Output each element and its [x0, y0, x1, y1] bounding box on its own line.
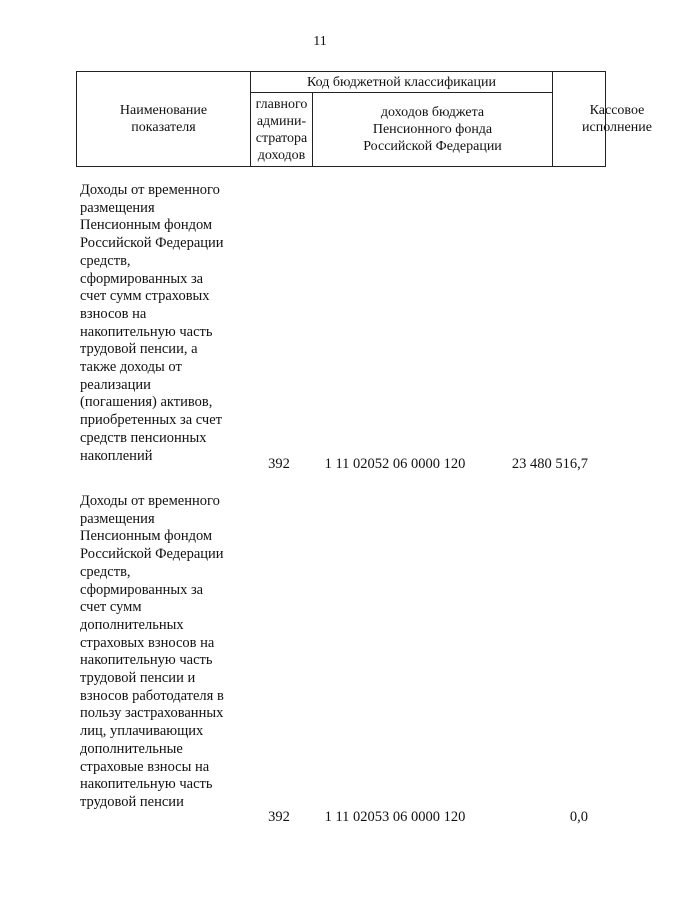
column-header-cash-label: Кассовое исполнение: [582, 103, 652, 135]
column-header-admin-label: главного админи-стратора доходов: [255, 96, 308, 163]
column-header-admin: [251, 93, 313, 166]
table-header: [76, 71, 652, 167]
column-header-name: [77, 72, 251, 166]
page-number: 11: [313, 34, 327, 49]
row-2-income-code: 1 11 02053 06 0000 120: [324, 809, 466, 825]
row-1-description: Доходы от временного размещения Пенсионным фондом Российской Федерации средств, сформированных за счет сумм страховых взносов на накопительную часть трудовой пенсии, а также доходы от реализации (погашения) активов, приобретенных за счет средств пенсионных накоплений: [80, 182, 224, 464]
column-header-budget-code: Код бюджетной классификации: [251, 72, 553, 93]
column-header-name-label: Наименование показателя: [119, 103, 208, 135]
row-1-amount: 23 480 516,7: [511, 456, 588, 472]
row-2-description: Доходы от временного размещения Пенсионным фондом Российской Федерации средств, сформированных за счет сумм дополнительных страховых взносов на накопительную часть трудовой пенсии и взносов работодателя в пользу застрахованных лиц, уплачивающих дополнительные страховые взносы на накопительную часть трудовой пенсии: [80, 493, 224, 810]
column-header-income-label: доходов бюджета Пенсионного фонда Российской Федерации: [363, 105, 502, 154]
column-header-cash: [553, 72, 681, 166]
row-2-amount: 0,0: [569, 809, 588, 825]
row-2-admin-code: 392: [268, 809, 290, 825]
row-1-admin-code: 392: [268, 456, 290, 472]
row-1-income-code: 1 11 02052 06 0000 120: [324, 456, 466, 472]
column-header-income: [313, 93, 553, 166]
